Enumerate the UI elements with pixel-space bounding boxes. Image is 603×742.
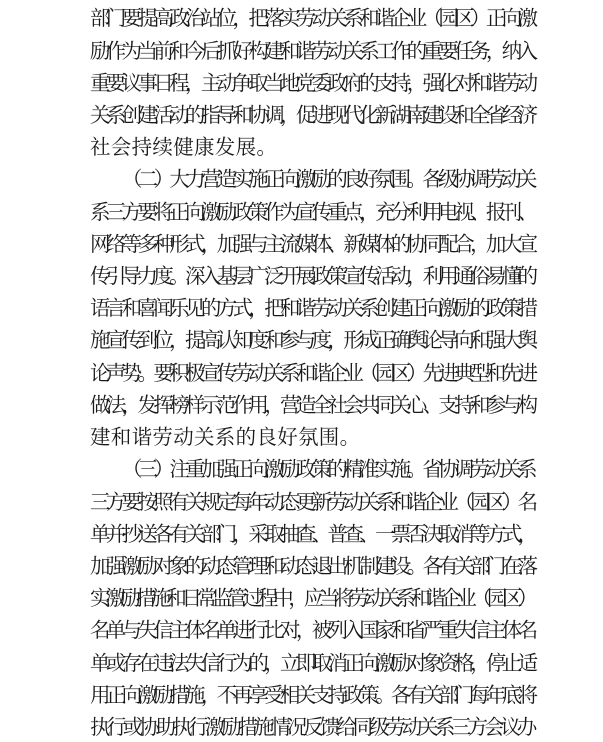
text-line: 单并抄送各有关部门，采取抽查、普查、一票否决取消等方式， <box>90 522 534 546</box>
text-line: 建和谐劳动关系的良好氛围。 <box>90 425 361 449</box>
text-line: 重要议事日程，主动争取当地党委政府的支持，强化对和谐劳动 <box>90 71 534 95</box>
section-heading-line: （二）大力营造实施正向激励的良好氛围。各级协调劳动关 <box>122 167 533 191</box>
text-line: 社会持续健康发展。 <box>90 135 278 159</box>
text-line: 用正向激励措施，不再享受相关支持政策。各有关部门每年底将 <box>90 683 534 707</box>
text-line: 语言和喜闻乐见的方式，把和谐劳动关系创建正向激励的政策措 <box>90 296 534 320</box>
text-line: 论声势。要积极宣传劳动关系和谐企业（园区）先进典型和先进 <box>90 361 534 385</box>
text-line: 施宣传到位，提高认知度和参与度，形成正确舆论导向和强大舆 <box>90 328 534 352</box>
text-line: 关系创建活动的指导和协调，促进现代化新湖南建设和全省经济 <box>90 103 534 127</box>
text-line: 励作为当前和今后抓好构建和谐劳动关系工作的重要任务，纳入 <box>90 39 534 63</box>
text-line: 部门要提高政治站位，把落实劳动关系和谐企业（园区）正向激 <box>90 6 534 30</box>
section-heading-line: （三）注重加强正向激励政策的精准实施。省协调劳动关系 <box>122 457 533 481</box>
text-line: 执行或协助执行激励措施情况反馈给同级劳动关系三方会议办 <box>90 715 534 739</box>
text-line: 加强激励对象的动态管理和动态退出机制建设。各有关部门在落 <box>90 554 534 578</box>
text-line: 单或存在违法失信行为的，立即取消正向激励对象资格，停止适 <box>90 651 534 675</box>
text-line: 三方要按照有关规定每年动态更新劳动关系和谐企业（园区）名 <box>90 490 534 514</box>
text-line: 网络等多种形式，加强与主流媒体、新媒体的协同配合，加大宣 <box>90 232 534 256</box>
text-line: 名单与失信主体名单进行比对，被列入国家和省严重失信主体名 <box>90 618 534 642</box>
text-line: 做法，发挥榜样示范作用，营造全社会共同关心、支持和参与构 <box>90 393 534 417</box>
text-line: 传引导力度。深入基层广泛开展政策宣传活动，利用通俗易懂的 <box>90 264 534 288</box>
text-line: 系三方要将正向激励政策作为宣传重点，充分利用电视、报刊、 <box>90 200 534 224</box>
text-line: 实激励措施和日常监管过程中，应当将劳动关系和谐企业（园区） <box>90 586 533 610</box>
